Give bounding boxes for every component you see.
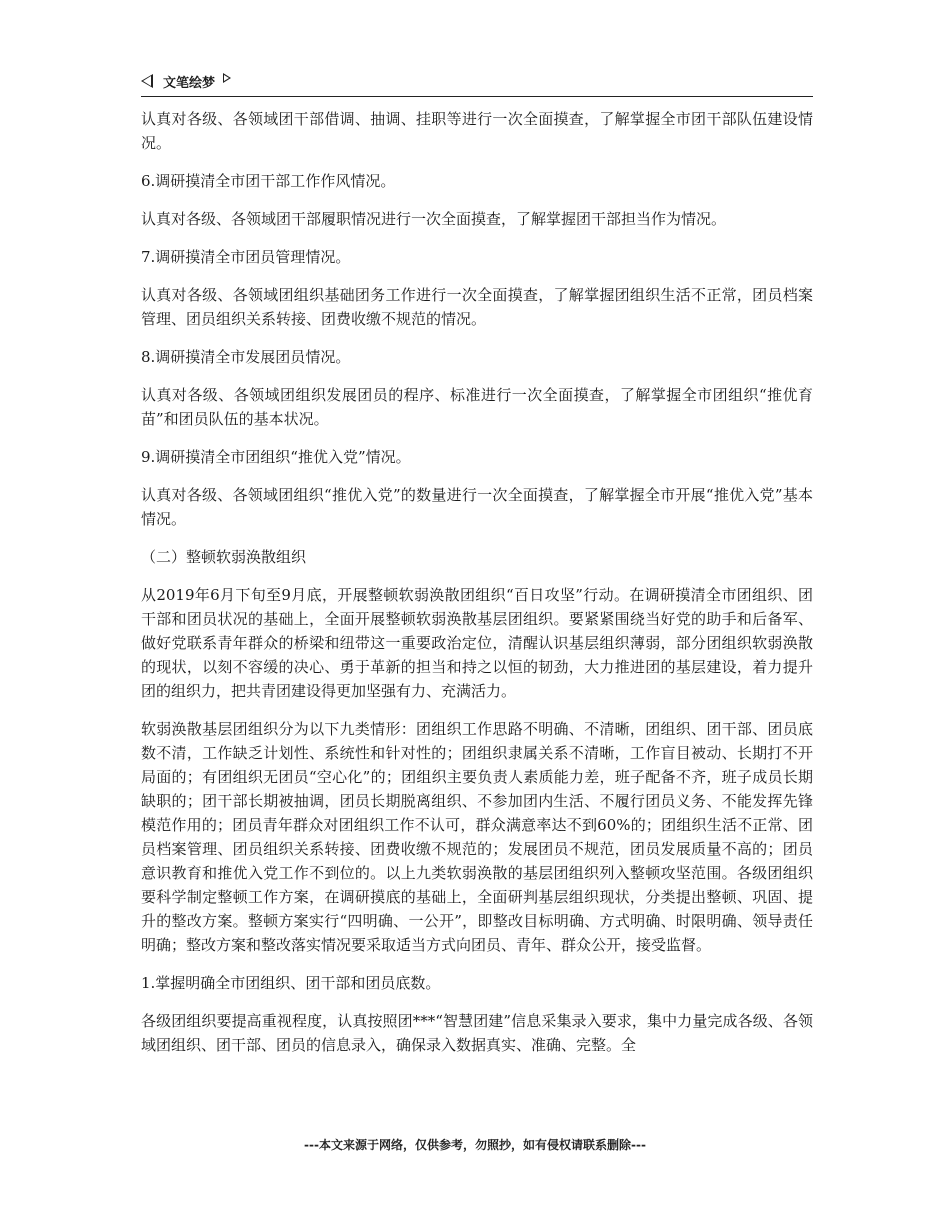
section-heading: （二）整顿软弱涣散组织 [141,548,307,566]
page-header [141,66,813,97]
section-heading: 8.调研摸清全市发展团员情况。 [141,348,351,366]
document-body [141,97,813,1057]
section-heading: 6.调研摸清全市团干部工作作风情况。 [141,172,396,190]
paragraph: 认真对各级、各领域团组织“推优入党”的数量进行一次全面摸查，了解掌握全市开展“推优入党”基本情况。 [141,486,813,528]
header-title: 文笔绘梦 [163,75,216,91]
section-heading: 7.调研摸清全市团员管理情况。 [141,248,351,266]
paragraph: 认真对各级、各领域团干部借调、抽调、挂职等进行一次全面摸查，了解掌握全市团干部队伍建设情况。 [141,110,813,152]
paragraph: 认真对各级、各领域团组织发展团员的程序、标准进行一次全面摸查，了解掌握全市团组织“推优育苗”和团员队伍的基本状况。 [141,386,813,428]
triangle-left-icon [141,74,153,88]
section-heading: 1.掌握明确全市团组织、团干部和团员底数。 [141,974,441,992]
paragraph: 各级团组织要提高重视程度，认真按照团***“智慧团建”信息采集录入要求，集中力量完成各级、各领域团组织、团干部、团员的信息录入，确保录入数据真实、准确、完整。全 [141,1012,813,1054]
paragraph: 认真对各级、各领域团组织基础团务工作进行一次全面摸查，了解掌握团组织生活不正常，团员档案管理、团员组织关系转接、团费收缴不规范的情况。 [141,286,813,328]
page-footer: ---本文来源于网络，仅供参考，勿照抄，如有侵权请联系删除--- [304,1138,646,1152]
section-heading: 9.调研摸清全市团组织“推优入党”情况。 [141,448,411,466]
triangle-right-icon [223,73,231,83]
paragraph: 从2019年6月下旬至9月底，开展整顿软弱涣散团组织“百日攻坚”行动。在调研摸清全市团组织、团干部和团员状况的基础上，全面开展整顿软弱涣散基层团组织。要紧紧围绕当好党的助手和后备军、做好党联系青年群众的桥梁和纽带这一重要政治定位，清醒认识基层组织薄弱，部分团组织软弱涣散的现状，以刻不容缓的决心、勇于革新的担当和持之以恒的韧劲，大力推进团的基层建设，着力提升团的组织力，把共青团建设得更加坚强有力、充满活力。 [141,586,813,700]
paragraph: 软弱涣散基层团组织分为以下九类情形：团组织工作思路不明确、不清晰，团组织、团干部、团员底数不清，工作缺乏计划性、系统性和针对性的；团组织隶属关系不清晰，工作盲目被动、长期打不开局面的；有团组织无团员“空心化”的；团组织主要负责人素质能力差，班子配备不齐，班子成员长期缺职的；团干部长期被抽调，团员长期脱离组织、不参加团内生活、不履行团员义务、不能发挥先锋模范作用的；团员青年群众对团组织工作不认可，群众满意率达不到60%的；团组织生活不正常、团员档案管理、团员组织关系转接、团费收缴不规范的；发展团员不规范，团员发展质量不高的；团员意识教育和推优入党工作不到位的。以上九类软弱涣散的基层团组织列入整顿攻坚范围。各级团组织要科学制定整顿工作方案，在调研摸底的基础上，全面研判基层组织现状，分类提出整顿、巩固、提升的整改方案。整顿方案实行“四明确、一公开”，即整改目标明确、方式明确、时限明确、领导责任明确；整改方案和整改落实情况要采取适当方式向团员、青年、群众公开，接受监督。 [141,720,813,954]
document-page [141,66,813,1071]
paragraph: 认真对各级、各领域团干部履职情况进行一次全面摸查，了解掌握团干部担当作为情况。 [141,210,727,228]
